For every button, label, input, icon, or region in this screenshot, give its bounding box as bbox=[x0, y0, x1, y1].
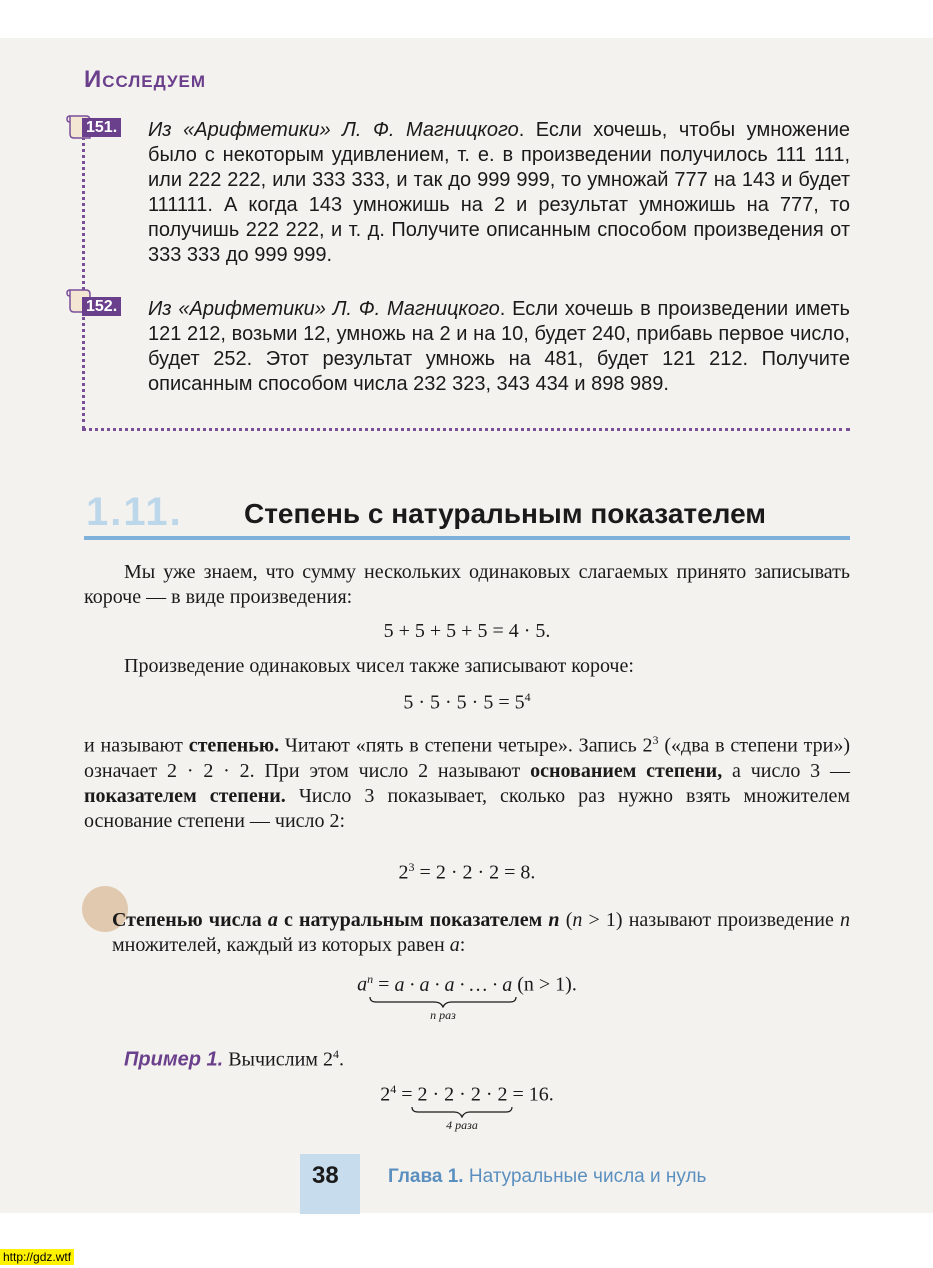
chapter-footer: Глава 1. Натуральные числа и нуль bbox=[388, 1166, 707, 1187]
dotted-border-vertical bbox=[82, 130, 85, 430]
brace-n bbox=[368, 996, 518, 1008]
section-number: 1.11. bbox=[86, 490, 183, 534]
brace-n-label: n раз bbox=[430, 1008, 456, 1022]
definition-paragraph: Степенью числа a с натуральным показателем n (n > 1) называют произведение n множителей, каждый из которых равен a: bbox=[112, 909, 850, 956]
task-number-151: 151. bbox=[82, 118, 121, 138]
example-label: Пример 1. bbox=[124, 1048, 224, 1071]
section-underline bbox=[84, 536, 850, 540]
paragraph-2: Произведение одинаковых чисел также записывают короче: bbox=[124, 655, 634, 677]
formula-two-cubed: $2^3 = 2 \cdot 2 \cdot 2 = 8$. bbox=[398, 860, 536, 884]
formula-definition: $a^n = a \cdot a \cdot a$ · … · a (n > 1). bbox=[357, 972, 577, 996]
term-power: степенью. bbox=[188, 734, 280, 757]
brace-4-label: 4 раза bbox=[446, 1118, 478, 1132]
research-heading: Исследуем bbox=[84, 66, 207, 93]
task-number-152: 152. bbox=[82, 297, 121, 317]
task-152-text: Из «Арифметики» Л. Ф. Магницкого. Если хочешь в произведении иметь 121 212, возьми 12, умножь на 2 и на 10, будет 240, прибавь первое число, будет 252. Этот результат умножь на 481, будет 121 212. Получите описанным способом числа 232 323, 343 434 и 898 989. bbox=[148, 298, 850, 395]
formula-example: $2^4 = 2 \cdot 2 \cdot 2 \cdot 2 = 16$. bbox=[380, 1082, 554, 1106]
task-151-source: Из «Арифметики» Л. Ф. Магницкого bbox=[148, 119, 519, 141]
brace-4 bbox=[410, 1106, 514, 1118]
paragraph-3: и называют степенью. Читают «пять в степени четыре». Запись $2^3$ («два в степени три») означает 2 · 2 · 2. При этом число 2 называют основанием степени, а число 3 — показателем степени. Число 3 показывает, сколько раз нужно взять множителем основание степени — число 2: bbox=[84, 733, 851, 832]
paragraph-1: Мы уже знаем, что сумму нескольких одинаковых слагаемых принято записывать короче — в виде произведения: bbox=[84, 561, 850, 608]
formula-power: $5 \cdot 5 \cdot 5 \cdot 5 = 5^4$ bbox=[403, 690, 531, 714]
task-152-source: Из «Арифметики» Л. Ф. Магницкого bbox=[148, 298, 500, 320]
term-exponent: показателем степени. bbox=[84, 784, 286, 807]
term-base: основанием степени, bbox=[530, 759, 723, 782]
section-title: Степень с натуральным показателем bbox=[244, 498, 767, 529]
task-151-text: Из «Арифметики» Л. Ф. Магницкого. Если хочешь, чтобы умножение было с некоторым удивлением, т. е. в произведении получилось 111 111, или 222 222, или 333 333, и так до 999 999, то умножай 777 на 143 и будет 111111. А когда 143 умножишь на 2 и результат умножишь на 777, то получишь 222 222, и т. д. Получите описанным способом произведения от 333 333 до 999 999. bbox=[148, 119, 850, 266]
watermark-link[interactable]: http://gdz.wtf bbox=[0, 1249, 74, 1265]
example-1: Пример 1. Вычислим $2^4$. bbox=[124, 1047, 344, 1071]
page-number: 38 bbox=[312, 1162, 339, 1189]
dotted-border-horizontal bbox=[82, 428, 850, 431]
formula-sum: 5 + 5 + 5 + 5 = 4 · 5. bbox=[383, 620, 551, 642]
